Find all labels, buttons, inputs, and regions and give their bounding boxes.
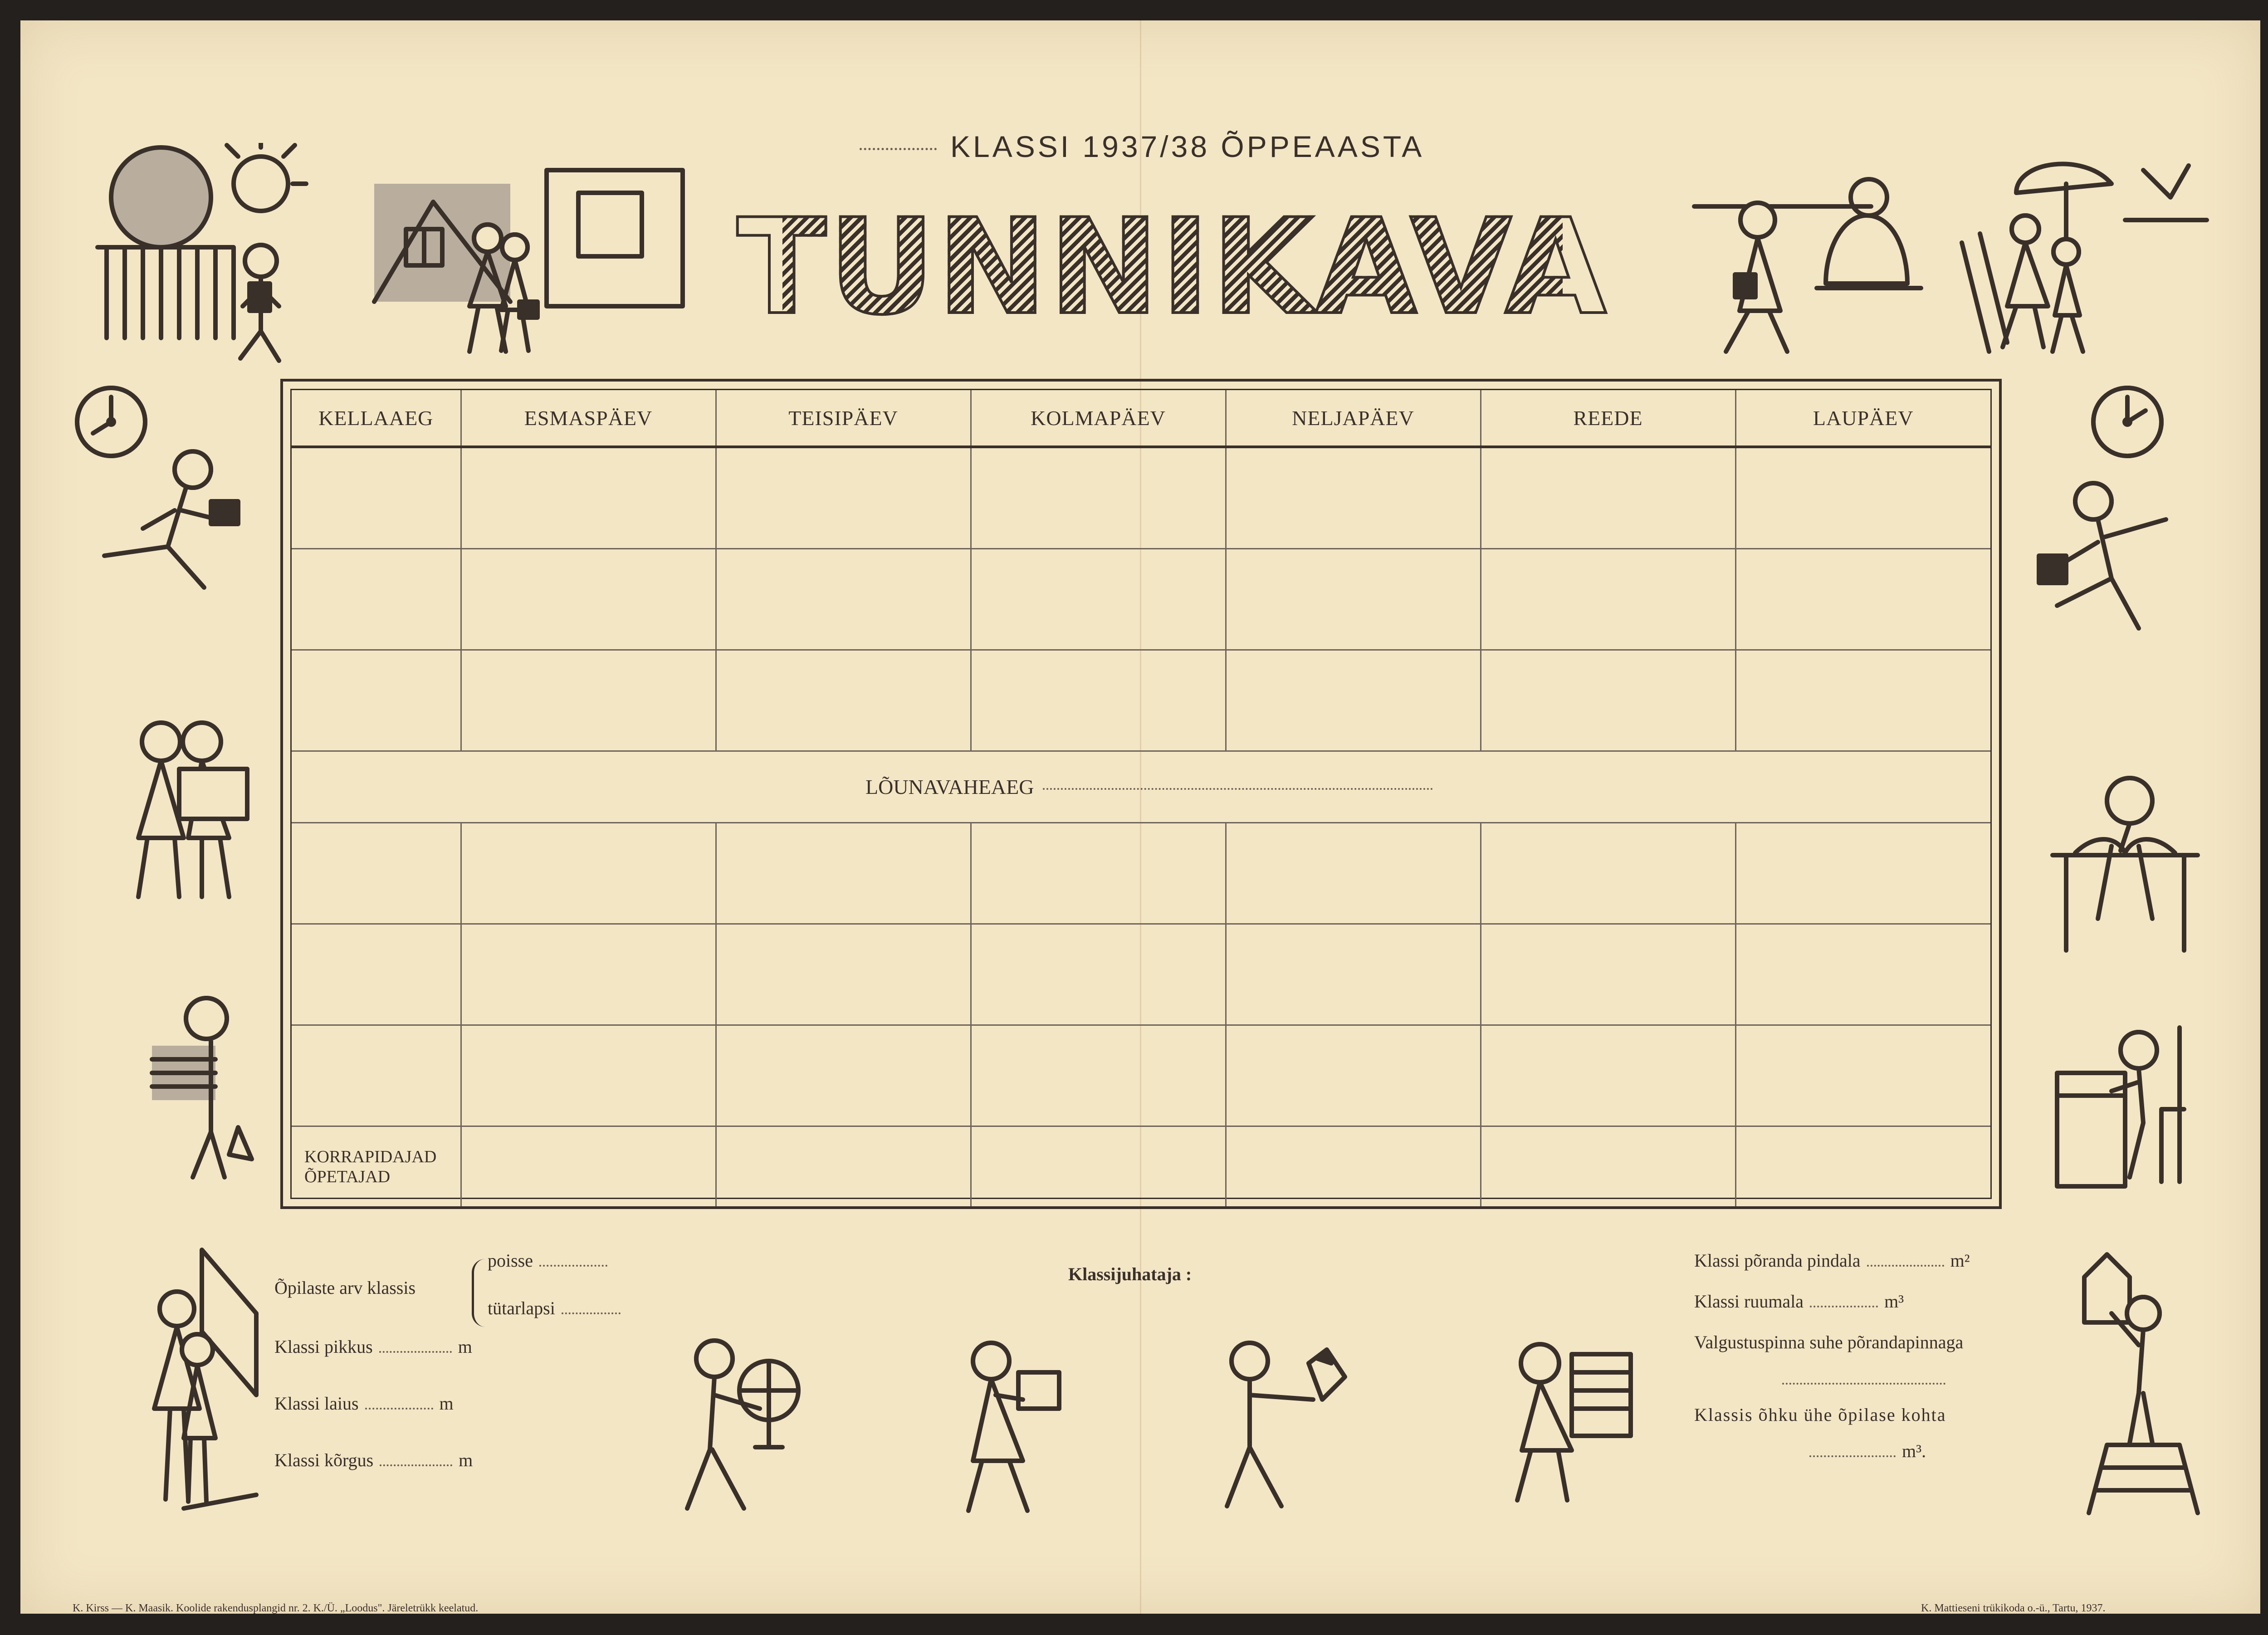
class-width-label: Klassi laius xyxy=(274,1393,359,1414)
table-cell xyxy=(461,447,716,549)
running-boy-left-icon xyxy=(84,438,247,610)
table-cell xyxy=(292,924,461,1025)
table-cell xyxy=(292,650,461,751)
girls-fill-line xyxy=(562,1312,621,1314)
boy-reading-at-desk-icon xyxy=(2048,764,2207,955)
table-cell xyxy=(292,1025,461,1126)
table-cell xyxy=(716,549,971,650)
table-cell xyxy=(971,823,1226,924)
table-cell xyxy=(716,650,971,751)
table-cell xyxy=(1481,924,1735,1025)
column-header-friday: REEDE xyxy=(1481,390,1735,447)
boy-carrying-books-icon xyxy=(143,991,270,1186)
table-cell xyxy=(461,1025,716,1126)
class-length-field xyxy=(274,1336,472,1357)
table-cell xyxy=(461,650,716,751)
table-cell xyxy=(1735,823,1990,924)
table-cell xyxy=(1226,650,1481,751)
duty-label: KORRAPIDAJAD xyxy=(304,1147,437,1166)
table-cell xyxy=(716,1126,971,1207)
table-cell xyxy=(716,447,971,549)
boy-with-bird-icon xyxy=(1209,1336,1363,1518)
column-header-time: KELLAAEG xyxy=(292,390,461,447)
class-width-field xyxy=(274,1393,454,1414)
lesson-row-6 xyxy=(292,1025,1990,1126)
girl-with-abacus-icon xyxy=(1504,1336,1653,1508)
floor-area-label: Klassi põranda pindala xyxy=(1694,1250,1861,1271)
girls-label: tütarlapsi xyxy=(488,1298,555,1318)
lesson-row-3 xyxy=(292,650,1990,751)
timetable-inner-frame xyxy=(290,389,1992,1199)
printer-credit: K. Mattieseni trükikoda o.-ü., Tartu, 1937. xyxy=(1921,1602,2106,1614)
floor-area-field xyxy=(1694,1250,1970,1271)
table-cell xyxy=(716,1025,971,1126)
boys-count-field xyxy=(488,1250,614,1271)
light-ratio-fill-line xyxy=(1782,1383,1945,1385)
table-cell xyxy=(1481,447,1735,549)
table-cell xyxy=(292,447,461,549)
running-boy-right-icon xyxy=(2025,474,2189,637)
subtitle-text: KLASSI 1937/38 ÕPPEAASTA xyxy=(950,130,1425,163)
air-per-student-unit: m³. xyxy=(1902,1441,1926,1461)
table-cell xyxy=(461,1126,716,1207)
table-cell xyxy=(461,549,716,650)
class-width-fill-line xyxy=(365,1408,433,1410)
class-volume-label: Klassi ruumala xyxy=(1694,1291,1804,1312)
floor-area-fill-line xyxy=(1867,1265,1944,1267)
boy-with-globe-icon xyxy=(678,1336,814,1522)
lunch-time-fill-line xyxy=(1043,788,1433,790)
lunch-break-label: LÕUNAVAHEAEG xyxy=(865,775,1034,798)
timetable-grid xyxy=(292,390,1990,1206)
floor-area-unit: m² xyxy=(1950,1250,1970,1271)
table-cell xyxy=(292,823,461,924)
class-length-unit: m xyxy=(458,1336,472,1357)
table-cell xyxy=(971,447,1226,549)
table-cell xyxy=(1226,1025,1481,1126)
table-cell xyxy=(1735,549,1990,650)
class-volume-fill-line xyxy=(1810,1306,1878,1307)
class-fill-line xyxy=(860,148,937,150)
boy-writing-icon xyxy=(2048,1018,2202,1191)
girl-with-box-icon xyxy=(946,1336,1082,1518)
apple-tree-boy-icon xyxy=(88,143,324,365)
girls-count-field xyxy=(488,1297,627,1319)
table-cell xyxy=(1226,823,1481,924)
table-cell xyxy=(1226,549,1481,650)
class-volume-unit: m³ xyxy=(1884,1291,1904,1312)
air-per-student-fill-line xyxy=(1809,1455,1896,1457)
table-cell xyxy=(971,549,1226,650)
air-per-student-field xyxy=(1803,1440,1926,1462)
table-cell xyxy=(971,924,1226,1025)
table-cell xyxy=(1481,823,1735,924)
class-volume-field xyxy=(1694,1291,1904,1312)
class-height-field xyxy=(274,1449,473,1471)
table-cell xyxy=(1735,924,1990,1025)
poster-sheet xyxy=(20,20,2260,1614)
class-height-fill-line xyxy=(380,1464,452,1466)
class-height-unit: m xyxy=(459,1450,473,1470)
table-cell xyxy=(461,823,716,924)
column-header-thursday: NELJAPÄEV xyxy=(1226,390,1481,447)
lesson-row-5 xyxy=(292,924,1990,1025)
light-ratio-fill xyxy=(1776,1368,1952,1389)
class-height-label: Klassi kõrgus xyxy=(274,1450,374,1470)
boys-label: poisse xyxy=(488,1250,533,1271)
timetable-header-row xyxy=(292,390,1990,447)
lunch-break-cell xyxy=(292,751,1990,823)
table-cell xyxy=(1481,1126,1735,1207)
snowman-boy-icon xyxy=(1690,166,1930,361)
table-cell xyxy=(716,823,971,924)
table-cell xyxy=(1226,924,1481,1025)
column-header-monday: ESMASPÄEV xyxy=(461,390,716,447)
table-cell xyxy=(1226,447,1481,549)
publisher-credit: K. Kirss — K. Maasik. Koolide rakendusplangid nr. 2. K./Ü. „Loodus". Järeletrükk keelatud. xyxy=(73,1602,479,1614)
teachers-label: ÕPETAJAD xyxy=(304,1167,391,1186)
table-cell xyxy=(1735,1126,1990,1207)
table-cell xyxy=(1735,650,1990,751)
lesson-row-1 xyxy=(292,447,1990,549)
clock-right-icon xyxy=(2089,383,2166,460)
boy-on-ladder-icon xyxy=(2075,1250,2211,1518)
duty-label-cell xyxy=(292,1126,461,1207)
table-cell xyxy=(716,924,971,1025)
column-header-tuesday: TEISIPÄEV xyxy=(716,390,971,447)
boys-fill-line xyxy=(539,1265,607,1267)
table-cell xyxy=(1226,1126,1481,1207)
table-cell xyxy=(1735,447,1990,549)
table-cell xyxy=(1481,1025,1735,1126)
subtitle xyxy=(860,129,1472,164)
class-length-label: Klassi pikkus xyxy=(274,1336,373,1357)
children-at-blackboard-icon xyxy=(138,1236,270,1513)
timetable-frame xyxy=(280,379,2002,1209)
class-teacher-label: Klassijuhataja : xyxy=(1068,1264,1192,1284)
table-cell xyxy=(292,549,461,650)
lesson-row-2 xyxy=(292,549,1990,650)
girls-reading-icon xyxy=(111,715,261,905)
column-header-saturday: LAUPÄEV xyxy=(1735,390,1990,447)
children-walking-to-school-icon xyxy=(365,166,692,365)
lesson-row-4 xyxy=(292,823,1990,924)
class-width-unit: m xyxy=(439,1393,454,1414)
table-cell xyxy=(461,924,716,1025)
table-cell xyxy=(971,1126,1226,1207)
column-header-wednesday: KOLMAPÄEV xyxy=(971,390,1226,447)
students-count-label: Õpilaste arv klassis xyxy=(274,1278,416,1298)
page-title: TUNNIKAVA xyxy=(737,191,1608,344)
table-cell xyxy=(1481,650,1735,751)
umbrella-children-icon xyxy=(1953,152,2211,361)
class-length-fill-line xyxy=(379,1351,452,1353)
duty-row xyxy=(292,1126,1990,1207)
light-ratio-label: Valgustuspinna suhe põrandapinnaga xyxy=(1694,1332,1964,1352)
table-cell xyxy=(1481,549,1735,650)
air-per-student-label: Klassis õhku ühe õpilase kohta xyxy=(1694,1405,1946,1425)
lunch-row xyxy=(292,751,1990,823)
table-cell xyxy=(971,1025,1226,1126)
table-cell xyxy=(1735,1025,1990,1126)
table-cell xyxy=(971,650,1226,751)
